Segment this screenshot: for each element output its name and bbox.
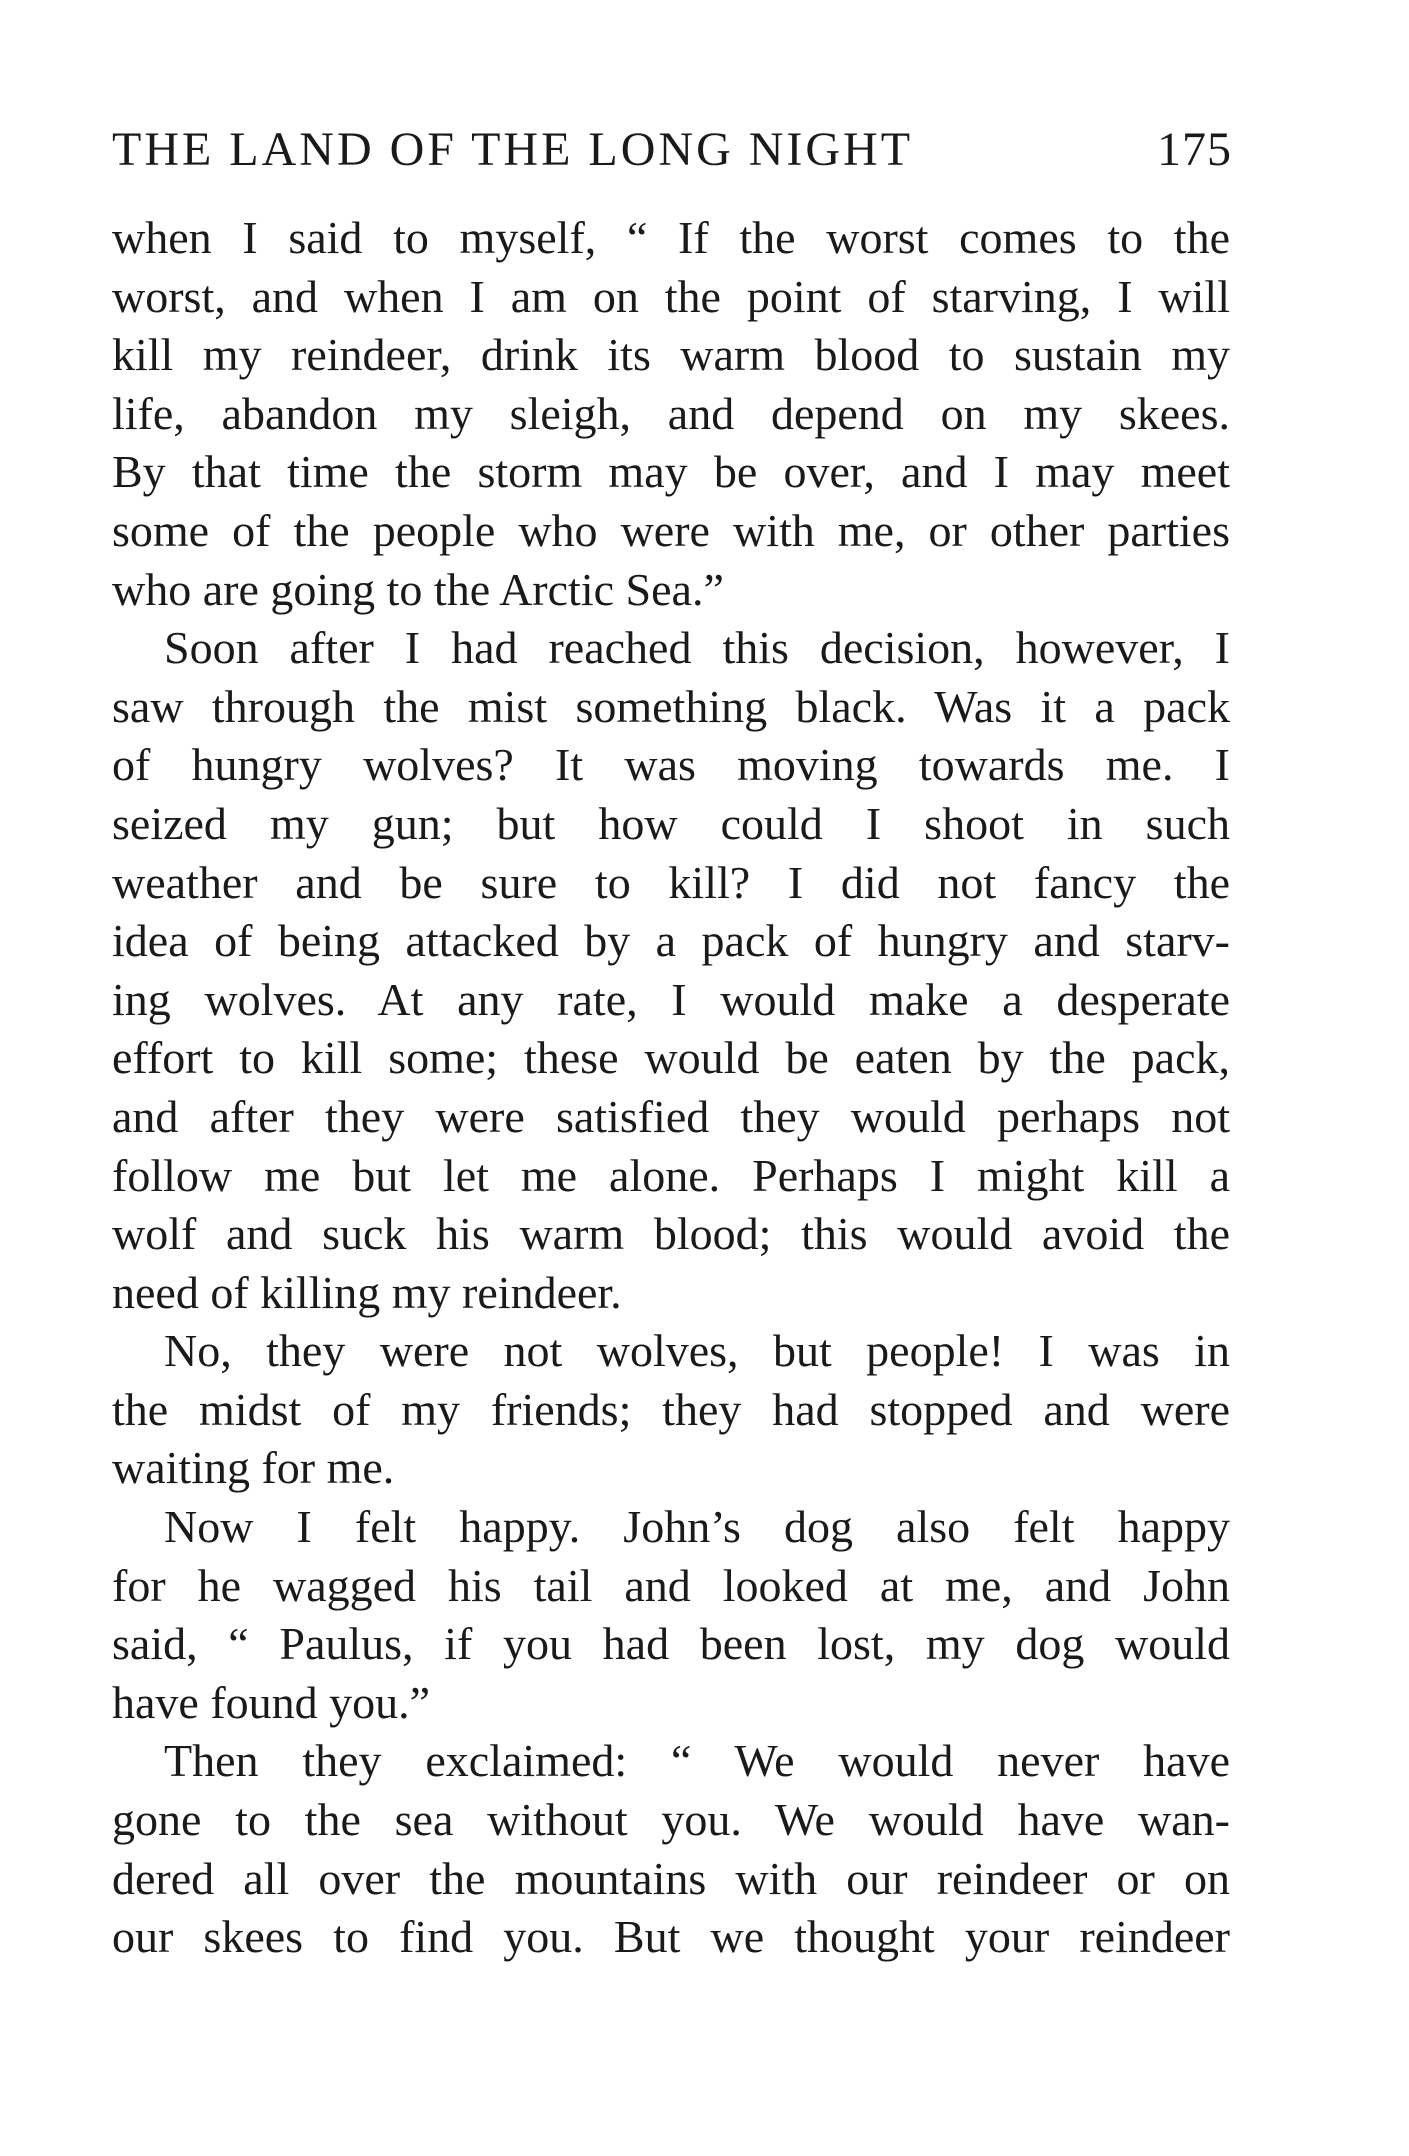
text-line: wolf and suck his warm blood; this would avoid the xyxy=(112,1208,1230,1260)
text-line: need of killing my reindeer. xyxy=(112,1266,622,1318)
running-head xyxy=(112,118,1232,182)
text-line: effort to kill some; these would be eaten by the pack, xyxy=(112,1032,1230,1084)
text-line: life, abandon my sleigh, and depend on my skees. xyxy=(112,387,1230,439)
text-line: waiting for me. xyxy=(112,1442,395,1494)
text-line: weather and be sure to kill? I did not fancy the xyxy=(112,856,1230,908)
text-line: dered all over the mountains with our reindeer or on xyxy=(112,1852,1230,1904)
text-line: and after they were satisfied they would perhaps not xyxy=(112,1090,1230,1142)
running-title: THE LAND OF THE LONG NIGHT xyxy=(112,123,914,176)
text-line: gone to the sea without you. We would have wan- xyxy=(112,1794,1230,1846)
text-line: when I said to myself, “ If the worst comes to the xyxy=(112,212,1230,263)
text-line: No, they were not wolves, but people! I was in xyxy=(164,1325,1230,1377)
text-line: of hungry wolves? It was moving towards me. I xyxy=(112,739,1230,791)
text-line: Then they exclaimed: “ We would never have xyxy=(164,1735,1230,1787)
text-line: idea of being attacked by a pack of hungry and starv- xyxy=(112,915,1230,967)
text-line: Now I felt happy. John’s dog also felt happy xyxy=(164,1501,1230,1553)
text-line: some of the people who were with me, or other parties xyxy=(112,504,1230,556)
text-line: have found you.” xyxy=(112,1676,431,1728)
text-line: kill my reindeer, drink its warm blood to sustain my xyxy=(112,329,1230,381)
text-line: follow me but let me alone. Perhaps I might kill a xyxy=(112,1149,1230,1201)
page-number: 175 xyxy=(1157,123,1232,176)
text-line: for he wagged his tail and looked at me, and John xyxy=(112,1559,1230,1611)
text-line: By that time the storm may be over, and I may meet xyxy=(112,446,1230,498)
text-line: Soon after I had reached this decision, however, I xyxy=(164,622,1230,674)
text-line: ing wolves. At any rate, I would make a desperate xyxy=(112,973,1230,1025)
text-line: who are going to the Arctic Sea.” xyxy=(112,563,724,615)
text-line: seized my gun; but how could I shoot in such xyxy=(112,797,1230,849)
text-line: the midst of my friends; they had stopped and were xyxy=(112,1383,1230,1435)
text-line: our skees to find you. But we thought your reindeer xyxy=(112,1911,1230,1963)
text-line: worst, and when I am on the point of starving, I will xyxy=(112,270,1230,322)
body-text xyxy=(112,209,1230,1967)
text-line: saw through the mist something black. Was it a pack xyxy=(112,680,1230,732)
text-line: said, “ Paulus, if you had been lost, my dog would xyxy=(112,1618,1230,1670)
